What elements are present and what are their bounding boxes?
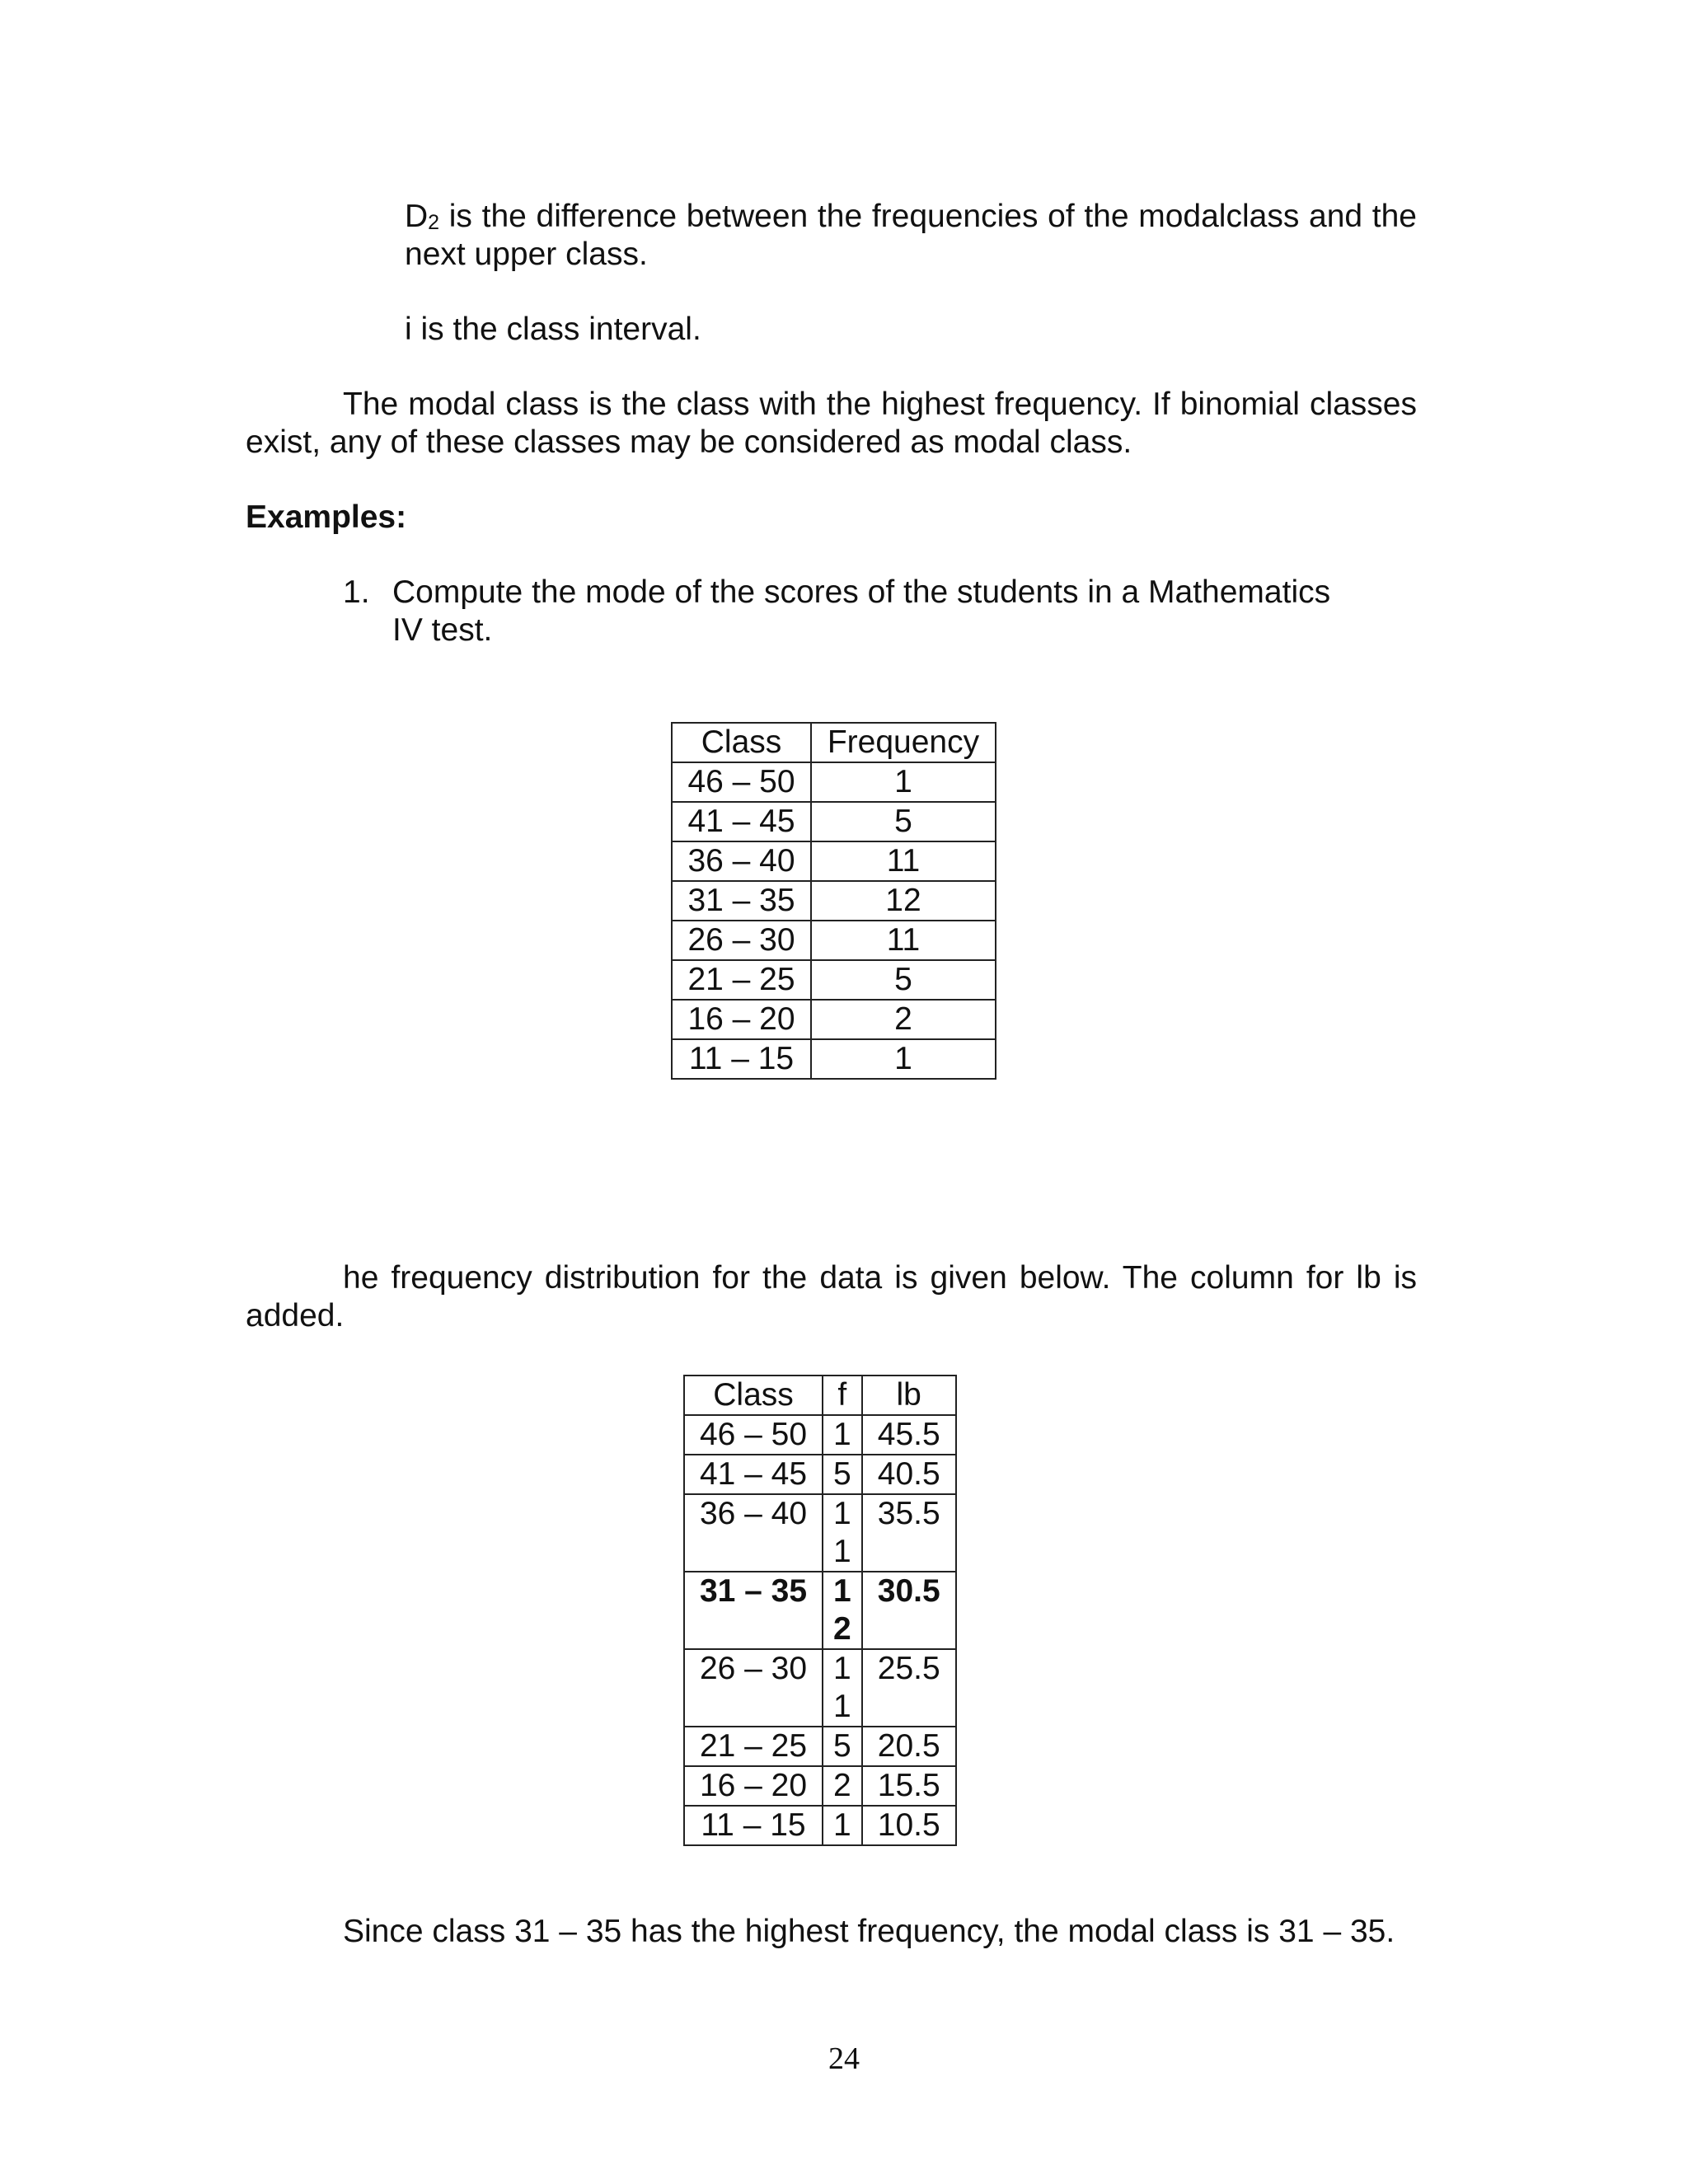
class-cell: 11 – 15 xyxy=(684,1806,823,1845)
class-cell: 21 – 25 xyxy=(684,1727,823,1766)
table-header-row xyxy=(672,723,996,762)
class-cell: 21 – 25 xyxy=(672,960,811,1000)
lb-cell: 25.5 xyxy=(862,1649,956,1727)
frequency-cell: 11 xyxy=(811,841,996,881)
table-row xyxy=(684,1494,956,1572)
table-row xyxy=(672,1039,996,1079)
d2-symbol: D xyxy=(405,199,429,234)
column-header-class: Class xyxy=(672,723,811,762)
table-row xyxy=(672,921,996,960)
f-cell: 1 xyxy=(823,1415,862,1455)
table-row xyxy=(684,1455,956,1494)
f-cell: 2 xyxy=(823,1766,862,1806)
f-cell: 1 xyxy=(823,1806,862,1845)
example-item-1 xyxy=(343,574,1406,649)
frequency-cell: 12 xyxy=(811,881,996,921)
class-cell: 41 – 45 xyxy=(672,802,811,841)
class-cell: 46 – 50 xyxy=(672,762,811,802)
column-header-f: f xyxy=(823,1376,862,1415)
distribution-paragraph-text: he frequency distribution for the data is given below. The column for lb is added. xyxy=(246,1260,1417,1333)
example-number: 1. xyxy=(343,574,370,610)
lb-cell: 40.5 xyxy=(862,1455,956,1494)
class-cell: 11 – 15 xyxy=(672,1039,811,1079)
class-cell: 31 – 35 xyxy=(684,1572,823,1649)
modal-class-paragraph-text: The modal class is the class with the highest frequency. If binomial classes exist, any of these classes may be considered as modal class. xyxy=(246,387,1417,460)
frequency-lb-table xyxy=(683,1375,957,1846)
column-header-lb: lb xyxy=(862,1376,956,1415)
table-row xyxy=(672,762,996,802)
lb-cell: 30.5 xyxy=(862,1572,956,1649)
class-cell: 31 – 35 xyxy=(672,881,811,921)
f-cell: 11 xyxy=(823,1494,862,1572)
table-row xyxy=(672,1000,996,1039)
class-cell: 41 – 45 xyxy=(684,1455,823,1494)
frequency-cell: 5 xyxy=(811,960,996,1000)
table-row xyxy=(684,1649,956,1727)
lb-cell: 35.5 xyxy=(862,1494,956,1572)
examples-heading: Examples: xyxy=(246,499,407,535)
frequency-cell: 11 xyxy=(811,921,996,960)
column-header-frequency: Frequency xyxy=(811,723,996,762)
frequency-cell: 1 xyxy=(811,762,996,802)
f-cell: 5 xyxy=(823,1727,862,1766)
class-cell: 36 – 40 xyxy=(684,1494,823,1572)
d2-definition-text: is the difference between the frequencies of the modalclass and the next upper class. xyxy=(405,199,1417,272)
class-cell: 26 – 30 xyxy=(684,1649,823,1727)
table-row xyxy=(672,960,996,1000)
class-cell: 16 – 20 xyxy=(684,1766,823,1806)
table-row xyxy=(684,1727,956,1766)
modal-class-paragraph xyxy=(246,386,1417,462)
page-number: 24 xyxy=(828,2041,860,2076)
f-cell: 11 xyxy=(823,1649,862,1727)
frequency-cell: 1 xyxy=(811,1039,996,1079)
table-row xyxy=(684,1766,956,1806)
table-row xyxy=(684,1415,956,1455)
example-text: Compute the mode of the scores of the students in a Mathematics IV test. xyxy=(392,574,1331,648)
table-header-row xyxy=(684,1376,956,1415)
distribution-paragraph xyxy=(246,1259,1417,1335)
class-cell: 36 – 40 xyxy=(672,841,811,881)
class-cell: 16 – 20 xyxy=(672,1000,811,1039)
frequency-table xyxy=(671,722,996,1080)
frequency-cell: 5 xyxy=(811,802,996,841)
i-definition: i is the class interval. xyxy=(405,312,701,347)
table-row xyxy=(672,841,996,881)
table-row xyxy=(672,881,996,921)
column-header-class: Class xyxy=(684,1376,823,1415)
d2-definition xyxy=(405,198,1417,274)
modal-class-row xyxy=(684,1572,956,1649)
table-row xyxy=(684,1806,956,1845)
class-cell: 26 – 30 xyxy=(672,921,811,960)
lb-cell: 45.5 xyxy=(862,1415,956,1455)
f-cell: 12 xyxy=(823,1572,862,1649)
table-row xyxy=(672,802,996,841)
f-cell: 5 xyxy=(823,1455,862,1494)
lb-cell: 20.5 xyxy=(862,1727,956,1766)
d2-subscript: 2 xyxy=(428,211,440,234)
conclusion-text: Since class 31 – 35 has the highest frequency, the modal class is 31 – 35. xyxy=(343,1914,1395,1949)
frequency-cell: 2 xyxy=(811,1000,996,1039)
class-cell: 46 – 50 xyxy=(684,1415,823,1455)
lb-cell: 10.5 xyxy=(862,1806,956,1845)
lb-cell: 15.5 xyxy=(862,1766,956,1806)
